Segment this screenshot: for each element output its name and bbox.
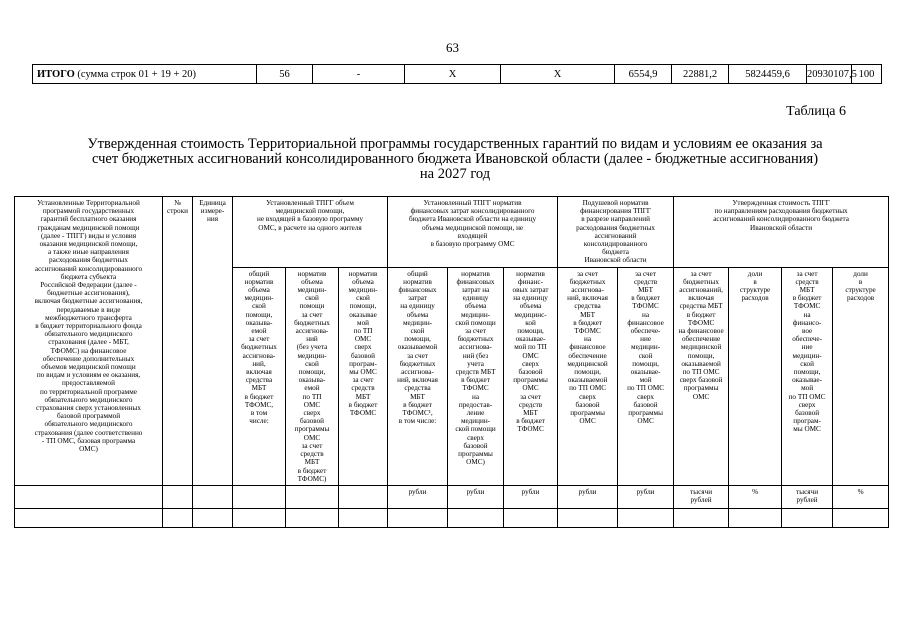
empty-cell — [339, 508, 388, 527]
unit-cell: тысячи рублей — [674, 485, 729, 508]
caption-line: счет бюджетных ассигнований консолидированного бюджета Ивановской области (далее - бюджетные ассигнования) — [91, 151, 819, 167]
empty-cell — [729, 508, 782, 527]
total-label: ИТОГО — [37, 68, 75, 80]
header-cost-group: Утвержденная стоимость ТПГГ по направлениям расходования бюджетных ассигнований консолидированного бюджета Ивановской области — [674, 197, 889, 268]
header-kind-of-care: Установленные Территориальной программой государственных гарантий бесплатного оказания гражданам медицинской помощи (далее - ТПГГ) виды и условия оказания медицинской помощи, а также иные направления расходования бюджетных ассигнований консолидированного бюджета субъекта Российской Федерации (далее - бюджетные ассигнования), включая бюджетные ассигнования, передаваемые в виде межбюджетного трансферта в бюджет территориального фонда обязательного медицинского страхования (далее - МБТ, ТФОМС) на финансовое обеспечение дополнительных объемов медицинской помощи по видам и условиям ее оказания, предоставляемой по территориальной программе обязательного медицинского страхования сверх установленных базовой программой обязательного медицинского страхования (далее соответственно - ТП ОМС, базовая программа ОМС) — [15, 197, 163, 486]
unit-cell: рубли — [504, 485, 558, 508]
header-percapita-group: Подушевой норматив финансирования ТПГГ в разрезе направлений расходования бюджетных ассигнований консолидированного бюджета Ивановской области — [558, 197, 674, 268]
unit-cell: рубли — [388, 485, 448, 508]
header-norm-group: Установленный ТПГГ норматив финансовых затрат консолидированного бюджета Ивановской области на единицу объема медицинской помощи, не входящей в базовую программу ОМС — [388, 197, 558, 268]
total-label-note: (сумма строк 01 + 19 + 20) — [77, 68, 196, 80]
unit-cell — [193, 485, 233, 508]
subheader-cell: норматив объема медицин- ской помощи за счет бюджетных ассигнова- ний (без учета медицин- ской помощи, оказыва- емой по ТП ОМС сверх базовой программы ОМС за счет средств МБТ в бюджет ТФОМС) — [286, 267, 339, 485]
subheader-cell: за счет бюджетных ассигнова- ний, включая средства МБТ в бюджет ТФОМС на финансовое обеспечение медицинской помощи, оказываемой по ТП ОМС сверх базовой программы ОМС — [558, 267, 618, 485]
subheader-cell: за счет средств МБТ в бюджет ТФОМС на финансо- вое обеспече- ние медицин- ской помощи, оказывае- мой по ТП ОМС сверх базовой програм- мы ОМС — [782, 267, 833, 485]
total-row-table — [32, 64, 882, 84]
empty-cell — [782, 508, 833, 527]
unit-cell: рубли — [618, 485, 674, 508]
unit-cell — [233, 485, 286, 508]
total-row — [33, 65, 882, 84]
unit-cell: рубли — [558, 485, 618, 508]
table-label: Таблица 6 — [786, 104, 846, 119]
total-cell: 22881,2 — [672, 65, 729, 84]
total-cell: X — [501, 65, 615, 84]
empty-cell — [674, 508, 729, 527]
unit-cell — [286, 485, 339, 508]
total-cell: 56 — [257, 65, 313, 84]
subheader-cell: норматив финансовых затрат на единицу объема медицин- ской помощи за счет бюджетных ассигнова- ний (без учета средств МБТ в бюджет ТФОМС на предостав- ление медицин- ской помощи сверх базовой программы ОМС) — [448, 267, 504, 485]
subheader-cell: норматив объема медицин- ской помощи, оказывае мой по ТП ОМС сверх базовой програм- мы ОМС за счет средств МБТ в бюджет ТФОМС — [339, 267, 388, 485]
header-unit: Единица измере- ния — [193, 197, 233, 486]
unit-cell — [163, 485, 193, 508]
unit-cell: тысячи рублей — [782, 485, 833, 508]
empty-cell — [286, 508, 339, 527]
header-row-number: № строки — [163, 197, 193, 486]
unit-cell: рубли — [448, 485, 504, 508]
empty-cell — [163, 508, 193, 527]
units-row — [15, 485, 889, 508]
table-caption — [40, 137, 870, 182]
empty-cell — [504, 508, 558, 527]
empty-cell — [448, 508, 504, 527]
subheader-cell: доли в структуре расходов — [729, 267, 782, 485]
unit-cell: % — [729, 485, 782, 508]
page-number: 63 — [446, 40, 459, 55]
total-cell: - — [313, 65, 405, 84]
table-row-empty — [15, 508, 889, 527]
unit-cell — [15, 485, 163, 508]
header-row-groups — [15, 197, 889, 268]
total-cell: 20930107,5 — [807, 65, 852, 84]
empty-cell — [618, 508, 674, 527]
empty-cell — [15, 508, 163, 527]
header-volume-group: Установленный ТПГГ объем медицинской помощи, не входящей в базовую программу ОМС, в расчете на одного жителя — [233, 197, 388, 268]
total-cell: 100 — [852, 65, 882, 84]
total-cell: X — [405, 65, 501, 84]
subheader-cell: за счет бюджетных ассигнований, включая средства МБТ в бюджет ТФОМС на финансовое обеспечение медицинской помощи, оказываемой по ТП ОМС сверх базовой программы ОМС — [674, 267, 729, 485]
empty-cell — [388, 508, 448, 527]
total-label-cell — [33, 65, 257, 84]
subheader-cell: норматив финанс- овых затрат на единицу объема медицинс- кой помощи, оказывае- мой по ТП ОМС сверх базовой программы ОМС за счет средств МБТ в бюджет ТФОМС — [504, 267, 558, 485]
caption-line: Утвержденная стоимость Территориальной программы государственных гарантий по видам и условиям ее оказания за — [87, 136, 823, 152]
empty-cell — [193, 508, 233, 527]
subheader-cell: общий норматив объема медицин- ской помощи, оказыва- емой за счет бюджетных ассигнова- ний, включая средства МБТ в бюджет ТФОМС, в том числе: — [233, 267, 286, 485]
subheader-cell: общий норматив финансовых затрат на единицу объема медицин- ской помощи, оказываемой за счет бюджетных ассигнова- ний, включая средства МБТ в бюджет ТФОМС¹, в том числе: — [388, 267, 448, 485]
empty-cell — [558, 508, 618, 527]
empty-cell — [233, 508, 286, 527]
subheader-cell: за счет средств МБТ в бюджет ТФОМС на финансовое обеспече- ние медицин- ской помощи, оказывае- мой по ТП ОМС сверх базовой программы ОМС — [618, 267, 674, 485]
empty-cell — [833, 508, 889, 527]
subheader-cell: доли в структуре расходов — [833, 267, 889, 485]
unit-cell — [339, 485, 388, 508]
unit-cell: % — [833, 485, 889, 508]
cost-table — [14, 196, 889, 528]
caption-line: на 2027 год — [419, 166, 491, 182]
total-cell: 5824459,6 — [729, 65, 807, 84]
total-cell: 6554,9 — [615, 65, 672, 84]
